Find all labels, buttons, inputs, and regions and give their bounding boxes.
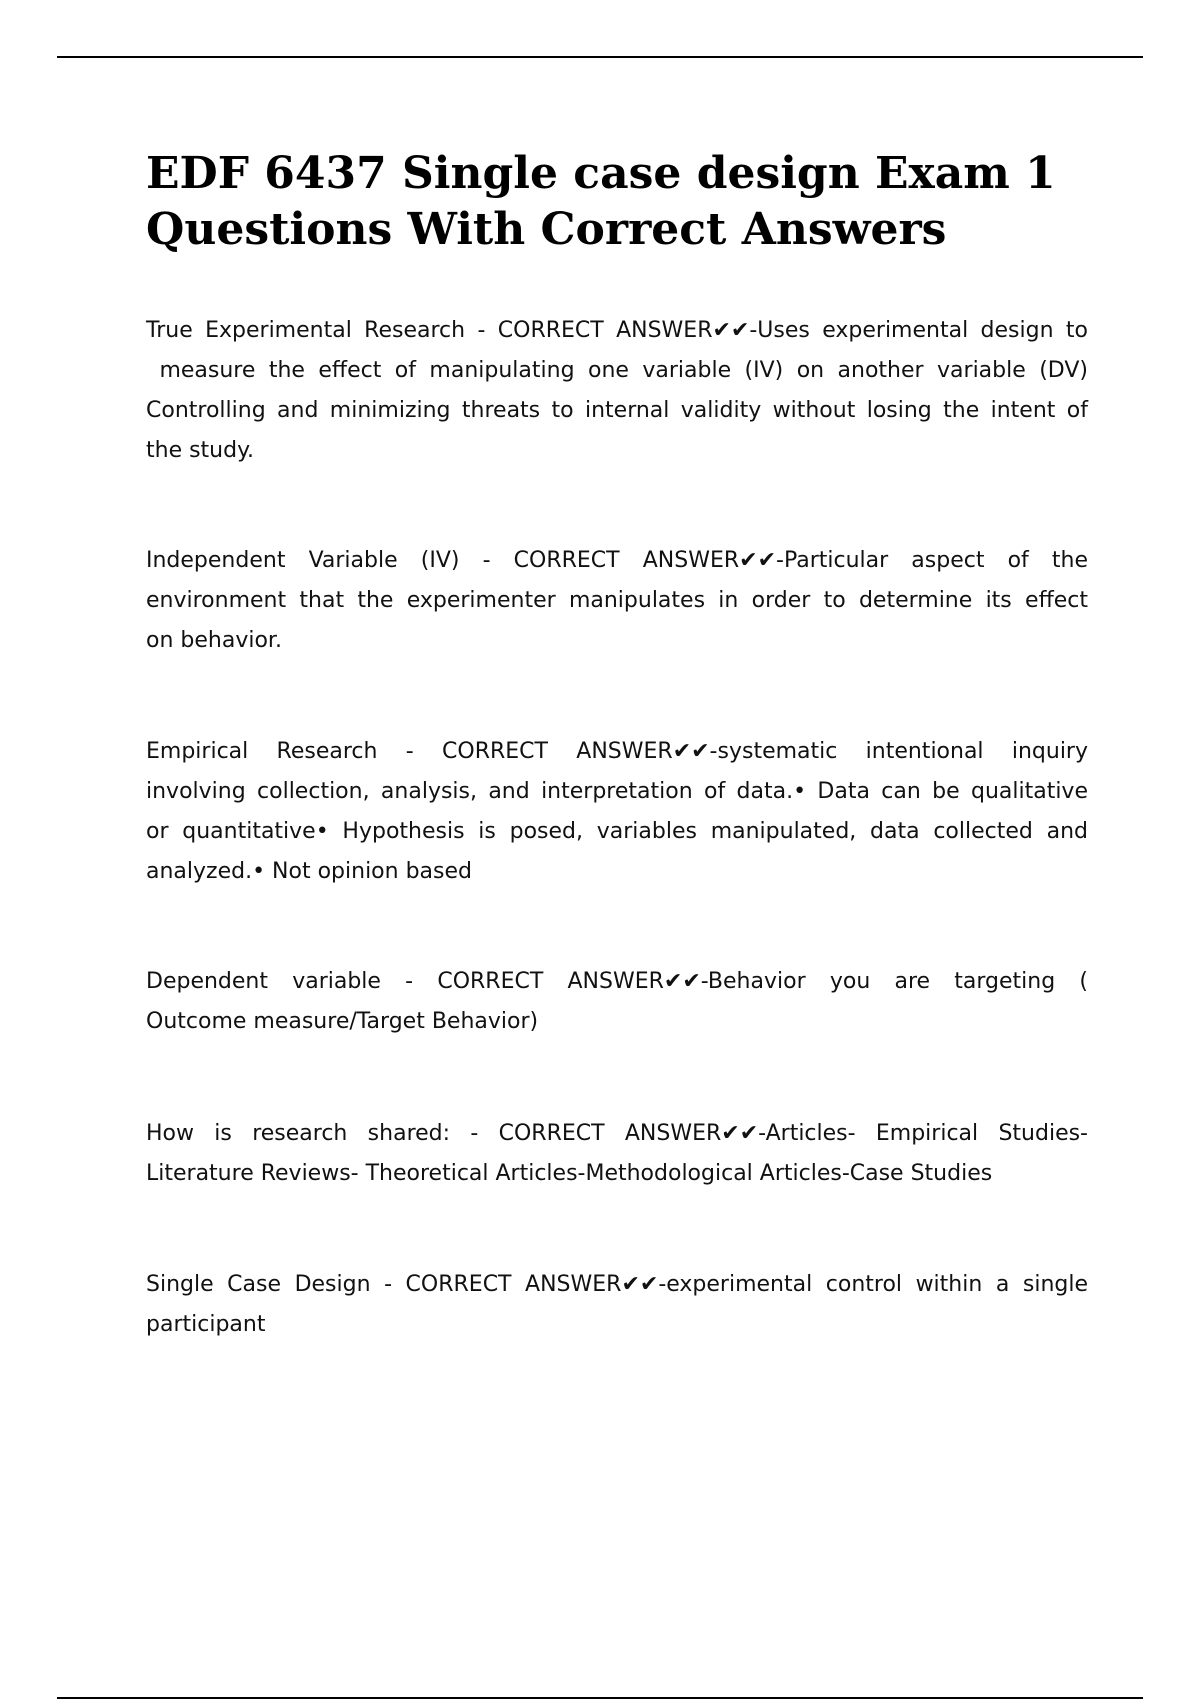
qa-line: Controlling and minimizing threats to internal validity without losing the intent of bbox=[146, 398, 1088, 423]
qa-line: Outcome measure/Target Behavior) bbox=[146, 1009, 539, 1034]
qa-line: Literature Reviews- Theoretical Articles-Methodological Articles-Case Studies bbox=[146, 1161, 993, 1186]
qa-entry-single-case-design bbox=[146, 1265, 1088, 1345]
qa-line: True Experimental Research - CORRECT ANSWER✔✔-Uses experimental design to bbox=[146, 318, 1088, 343]
top-rule bbox=[57, 56, 1143, 58]
qa-line: participant bbox=[146, 1312, 266, 1337]
qa-line: analyzed.• Not opinion based bbox=[146, 859, 472, 884]
title-line-2: Questions With Correct Answers bbox=[146, 204, 947, 255]
qa-line: on behavior. bbox=[146, 628, 282, 653]
qa-line: Dependent variable - CORRECT ANSWER✔✔-Behavior you are targeting ( bbox=[146, 969, 1088, 994]
title-line-1: EDF 6437 Single case design Exam 1 bbox=[146, 148, 1056, 199]
qa-entry-dependent-variable bbox=[146, 962, 1088, 1042]
qa-entry-independent-variable bbox=[146, 541, 1088, 661]
document-title bbox=[146, 146, 1106, 258]
qa-entry-how-research-shared bbox=[146, 1114, 1088, 1194]
bottom-rule bbox=[57, 1697, 1143, 1699]
qa-line: Empirical Research - CORRECT ANSWER✔✔-systematic intentional inquiry bbox=[146, 739, 1088, 764]
qa-entry-empirical-research bbox=[146, 732, 1088, 892]
qa-line: Independent Variable (IV) - CORRECT ANSWER✔✔-Particular aspect of the bbox=[146, 548, 1088, 573]
qa-entry-true-experimental-research bbox=[146, 311, 1088, 471]
qa-line: the study. bbox=[146, 438, 254, 463]
qa-line: How is research shared: - CORRECT ANSWER✔✔-Articles- Empirical Studies- bbox=[146, 1121, 1088, 1146]
qa-line: involving collection, analysis, and interpretation of data.• Data can be qualitative bbox=[146, 779, 1088, 804]
qa-line: or quantitative• Hypothesis is posed, variables manipulated, data collected and bbox=[146, 819, 1088, 844]
qa-line: measure the effect of manipulating one variable (IV) on another variable (DV) bbox=[146, 358, 1088, 383]
qa-line: Single Case Design - CORRECT ANSWER✔✔-experimental control within a single bbox=[146, 1272, 1088, 1297]
qa-line: environment that the experimenter manipulates in order to determine its effect bbox=[146, 588, 1088, 613]
